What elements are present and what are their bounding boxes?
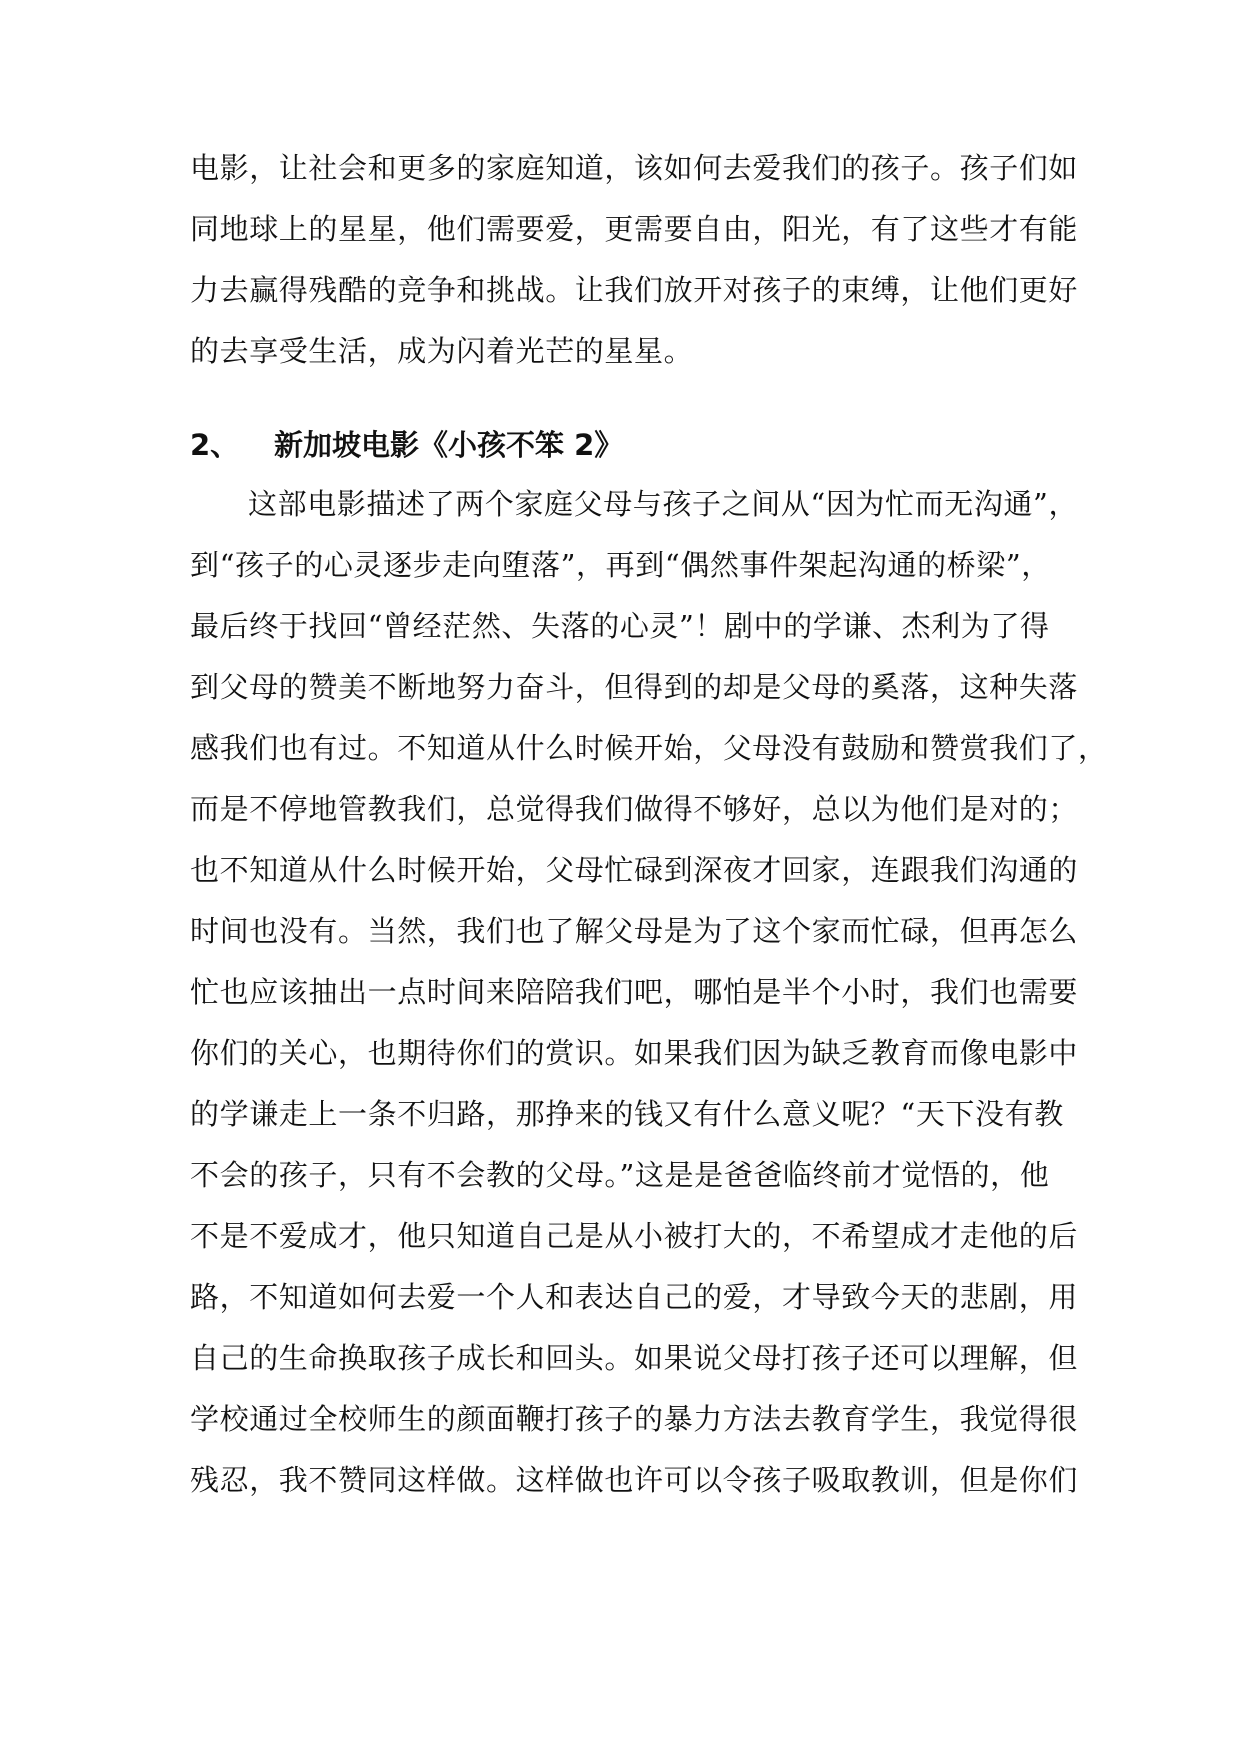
paragraph2-line: 学校通过全校师生的颜面鞭打孩子的暴力方法去教育学生，我觉得很 xyxy=(190,1402,1079,1436)
paragraph2-line: 残忍，我不赞同这样做。这样做也许可以令孩子吸取教训，但是你们 xyxy=(190,1463,1079,1497)
section-number: 2、 xyxy=(190,428,240,462)
paragraph2-line: 路，不知道如何去爱一个人和表达自己的爱，才导致今天的悲剧，用 xyxy=(190,1280,1079,1314)
section-title: 新加坡电影《小孩不笨 2》 xyxy=(274,428,624,462)
paragraph2-line: 到“孩子的心灵逐步走向堕落”，再到“偶然事件架起沟通的桥梁”， xyxy=(190,548,1051,582)
paragraph1-line: 同地球上的星星，他们需要爱，更需要自由，阳光，有了这些才有能 xyxy=(190,212,1079,246)
paragraph2-line: 不是不爱成才，他只知道自己是从小被打大的，不希望成才走他的后 xyxy=(190,1219,1079,1253)
paragraph2-line: 也不知道从什么时候开始，父母忙碌到深夜才回家，连跟我们沟通的 xyxy=(190,853,1079,887)
paragraph1-line: 的去享受生活，成为闪着光芒的星星。 xyxy=(190,334,694,368)
section-heading xyxy=(190,425,1050,465)
paragraph2-line: 最后终于找回“曾经茫然、失落的心灵”！剧中的学谦、杰利为了得 xyxy=(190,609,1050,643)
paragraph1-line: 电影，让社会和更多的家庭知道，该如何去爱我们的孩子。孩子们如 xyxy=(190,151,1079,185)
paragraph2-line: 自己的生命换取孩子成长和回头。如果说父母打孩子还可以理解，但 xyxy=(190,1341,1079,1375)
paragraph2-line: 到父母的赞美不断地努力奋斗，但得到的却是父母的奚落，这种失落 xyxy=(190,670,1079,704)
paragraph2-line: 时间也没有。当然，我们也了解父母是为了这个家而忙碌，但再怎么 xyxy=(190,914,1079,948)
paragraph2-line: 忙也应该抽出一点时间来陪陪我们吧，哪怕是半个小时，我们也需要 xyxy=(190,975,1079,1009)
paragraph2-line: 这部电影描述了两个家庭父母与孩子之间从“因为忙而无沟通”， xyxy=(248,487,1079,521)
paragraph2-line: 你们的关心，也期待你们的赏识。如果我们因为缺乏教育而像电影中 xyxy=(190,1036,1079,1070)
paragraph1-line: 力去赢得残酷的竞争和挑战。让我们放开对孩子的束缚，让他们更好 xyxy=(190,273,1079,307)
paragraph2-line: 而是不停地管教我们，总觉得我们做得不够好，总以为他们是对的； xyxy=(190,792,1079,826)
paragraph2-line: 的学谦走上一条不归路，那挣来的钱又有什么意义呢？“天下没有教 xyxy=(190,1097,1064,1131)
paragraph2-line: 不会的孩子，只有不会教的父母。”这是是爸爸临终前才觉悟的，他 xyxy=(190,1158,1050,1192)
paragraph2-line: 感我们也有过。不知道从什么时候开始，父母没有鼓励和赞赏我们了， xyxy=(190,731,1108,765)
